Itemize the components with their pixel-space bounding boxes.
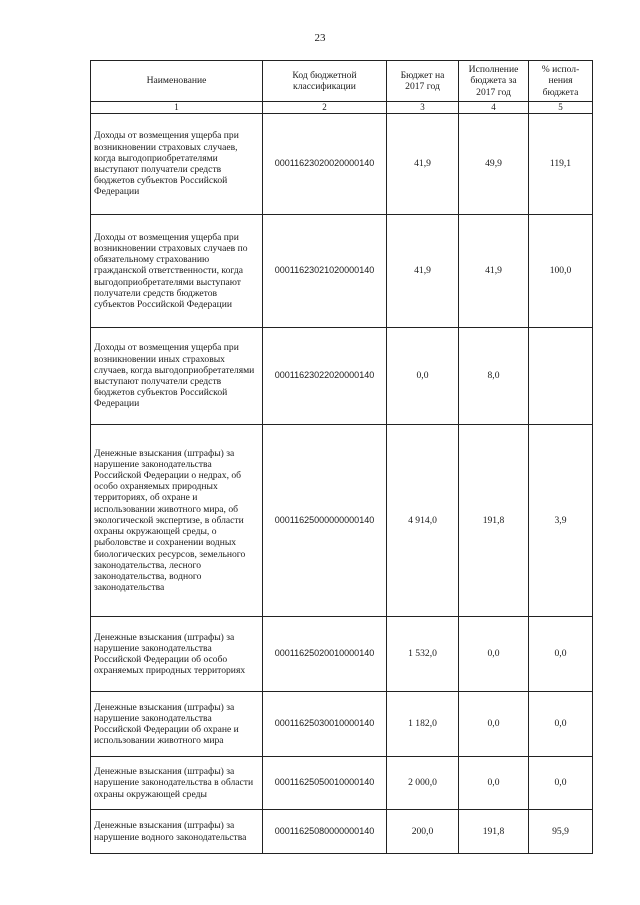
row-budget: 200,0 [387,810,459,854]
row-code: 00011625030010000140 [263,692,387,757]
table-row [91,692,593,757]
row-name: Доходы от возмещения ущерба при возникновении страховых случаев, когда выгодоприобретателями выступают получатели средств бюджетов субъектов Российской Федерации [91,114,263,215]
row-execution: 0,0 [459,757,529,810]
column-number: 1 [91,102,263,114]
row-name: Доходы от возмещения ущерба при возникновении иных страховых случаев, когда выгодоприобретателями выступают получатели средств бюджетов субъектов Российской Федерации [91,328,263,425]
row-percent: 119,1 [529,114,593,215]
column-number: 5 [529,102,593,114]
header-budget: Бюджет на 2017 год [387,61,459,102]
table-row [91,617,593,692]
row-code: 00011625000000000140 [263,425,387,617]
row-percent: 3,9 [529,425,593,617]
row-name: Денежные взыскания (штрафы) за нарушение законодательства Российской Федерации об особо охраняемых природных территориях [91,617,263,692]
header-percent: % испол-нения бюджета [529,61,593,102]
header-execution: Исполнение бюджета за 2017 год [459,61,529,102]
row-execution: 0,0 [459,692,529,757]
row-execution: 0,0 [459,617,529,692]
row-budget: 41,9 [387,114,459,215]
row-code: 00011623020020000140 [263,114,387,215]
row-code: 00011625080000000140 [263,810,387,854]
row-percent [529,328,593,425]
header-name: Наименование [91,61,263,102]
column-number: 3 [387,102,459,114]
table-row [91,757,593,810]
row-percent: 0,0 [529,757,593,810]
row-budget: 1 182,0 [387,692,459,757]
row-code: 00011625020010000140 [263,617,387,692]
row-execution: 191,8 [459,810,529,854]
row-budget: 41,9 [387,215,459,328]
row-name: Доходы от возмещения ущерба при возникновении страховых случаев по обязательному страхованию гражданской ответственности, когда выгодоприобретателями выступают получатели средств бюджетов субъектов Российской Федерации [91,215,263,328]
row-execution: 8,0 [459,328,529,425]
row-budget: 1 532,0 [387,617,459,692]
row-percent: 100,0 [529,215,593,328]
row-budget: 0,0 [387,328,459,425]
page-number: 23 [314,32,326,44]
row-code: 00011623022020000140 [263,328,387,425]
column-number-row [91,102,593,114]
row-percent: 0,0 [529,692,593,757]
row-execution: 49,9 [459,114,529,215]
row-name: Денежные взыскания (штрафы) за нарушение законодательства Российской Федерации о недрах, об особо охраняемых природных территориях, об охране и использовании животного мира, об экологической экспертизе, в области охраны окружающей среды, о рыболовстве и сохранении водных биологических ресурсов, земельного законодательства, лесного законодательства, водного законодательства [91,425,263,617]
row-execution: 191,8 [459,425,529,617]
table-header-row [91,61,593,102]
row-budget: 4 914,0 [387,425,459,617]
row-name: Денежные взыскания (штрафы) за нарушение водного законодательства [91,810,263,854]
table-row [91,215,593,328]
row-name: Денежные взыскания (штрафы) за нарушение законодательства в области охраны окружающей среды [91,757,263,810]
row-percent: 0,0 [529,617,593,692]
table-row [91,328,593,425]
row-budget: 2 000,0 [387,757,459,810]
budget-table [90,60,593,854]
row-percent: 95,9 [529,810,593,854]
row-execution: 41,9 [459,215,529,328]
table-row [91,810,593,854]
table-row [91,425,593,617]
row-code: 00011623021020000140 [263,215,387,328]
column-number: 2 [263,102,387,114]
column-number: 4 [459,102,529,114]
header-code: Код бюджетной классификации [263,61,387,102]
row-code: 00011625050010000140 [263,757,387,810]
row-name: Денежные взыскания (штрафы) за нарушение законодательства Российской Федерации об охране и использовании животного мира [91,692,263,757]
table-row [91,114,593,215]
